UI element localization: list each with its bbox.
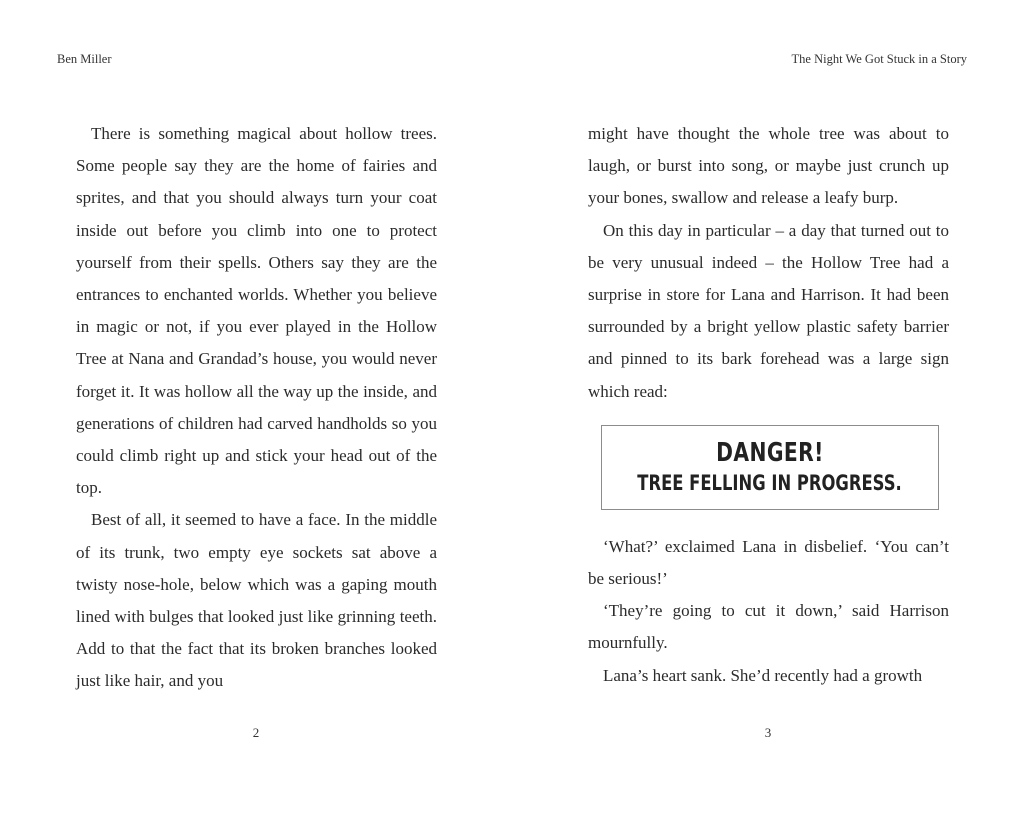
paragraph: Lana’s heart sank. She’d recently had a growth <box>603 665 923 685</box>
running-head-author: Ben Miller <box>57 52 112 66</box>
page-number-right: 3 <box>764 725 772 740</box>
danger-sign <box>601 425 939 510</box>
sign-text: TREE FELLING IN PROGRESS. <box>637 471 903 496</box>
running-head-book-title: The Night We Got Stuck in a Story <box>791 52 967 66</box>
paragraph: ‘They’re going to cut it down,’ said Harrison mournfully. <box>588 601 949 653</box>
paragraph: Best of all, it seemed to have a face. In the middle of its trunk, two empty eye sockets sat above a twisty nose-hole, below which was a gaping mouth lined with bulges that looked just like grinning teeth. Add to that the fact that its broken branches looked just like hair, and you <box>76 510 437 691</box>
paragraph: On this day in particular – a day that turned out to be very unusual indeed – the Hollow Tree had a surprise in store for Lana and Harrison. It had been surrounded by a bright yellow plastic safety barrier and pinned to its bark forehead was a large sign which read: <box>588 220 949 401</box>
paragraph: ‘What?’ exclaimed Lana in disbelief. ‘You can’t be serious!’ <box>588 536 949 589</box>
paragraph: There is something magical about hollow trees. Some people say they are the home of fairies and sprites, and that you should always turn your coat inside out before you climb into one to protect yourself from their spells. Others say they are the entrances to enchanted worlds. Whether you believe in magic or not, if you ever played in the Hollow Tree at Nana and Grandad’s house, you would never forget it. It was hollow all the way up the inside, and generations of children had carved handholds so you could climb right up and stick your head out of the top. <box>76 124 437 498</box>
right-page-text <box>588 118 949 692</box>
page-number-left: 2 <box>252 725 260 740</box>
paragraph: might have thought the whole tree was about to laugh, or burst into song, or maybe just crunch up your bones, swallow and release a leafy burp. <box>588 124 949 208</box>
left-page-text <box>76 118 437 698</box>
sign-title: DANGER! <box>716 438 824 469</box>
